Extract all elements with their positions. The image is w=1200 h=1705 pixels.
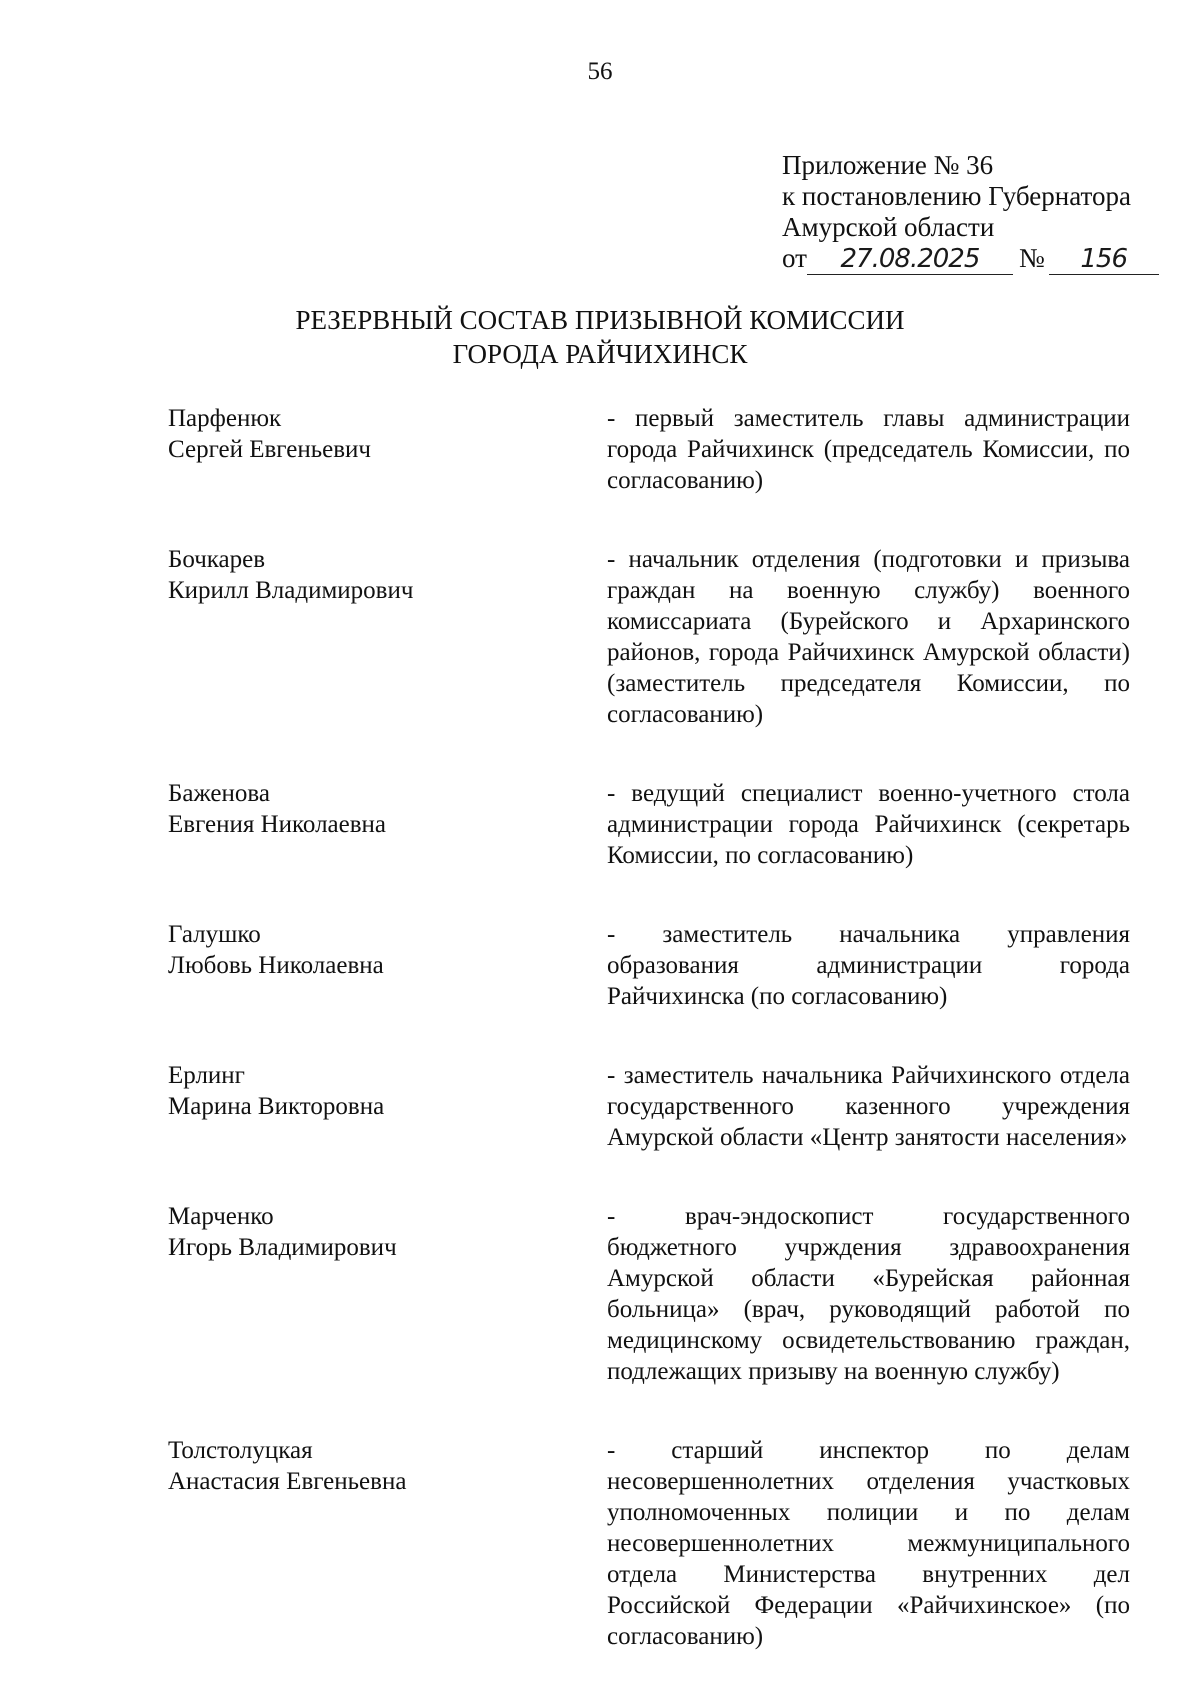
member-row [168, 1060, 1130, 1153]
member-row [168, 778, 1130, 871]
member-given-name: Сергей Евгеньевич [168, 436, 371, 463]
member-name [168, 1435, 607, 1652]
handwritten-date: 27.08.2025 [807, 246, 1013, 275]
title-line-2: ГОРОДА РАЙЧИХИНСК [452, 339, 748, 369]
appendix-region: Амурской области [782, 212, 995, 242]
handwritten-number: 156 [1049, 246, 1159, 275]
appendix-date-number-line [782, 243, 1182, 275]
number-label: № [1018, 243, 1045, 273]
member-name [168, 919, 607, 1012]
document-title [0, 303, 1200, 371]
member-name [168, 1201, 607, 1387]
member-name [168, 403, 607, 496]
member-surname: Парфенюк [168, 405, 282, 432]
page-number: 56 [587, 58, 613, 85]
member-role: - начальник отделения (подготовки и призыва граждан на военную службу) военного комиссариата (Бурейского и Архаринского районов, города Райчихинск Амурской области) (заместитель председателя Комиссии, по согласованию) [607, 546, 1130, 728]
member-role: - врач-эндоскопист государственного бюджетного учрждения здравоохранения Амурской области «Бурейская районная больница» (врач, руководящий работой по медицинскому освидетельствованию граждан, подлежащих призыву на военную службу) [607, 1203, 1130, 1385]
appendix-block [782, 150, 1182, 275]
member-surname: Ерлинг [168, 1062, 245, 1089]
member-surname: Бочкарев [168, 546, 266, 573]
member-row [168, 919, 1130, 1012]
member-given-name: Игорь Владимирович [168, 1234, 397, 1261]
member-role: - заместитель начальника Райчихинского отдела государственного казенного учреждения Амурской области «Центр занятости населения» [607, 1062, 1130, 1151]
member-given-name: Марина Викторовна [168, 1093, 385, 1120]
member-role: - заместитель начальника управления образования администрации города Райчихинска (по согласованию) [607, 921, 1130, 1010]
members-list [168, 403, 1130, 1652]
member-given-name: Анастасия Евгеньевна [168, 1468, 407, 1495]
member-role: - ведущий специалист военно-учетного стола администрации города Райчихинск (секретарь Комиссии, по согласованию) [607, 780, 1130, 869]
member-name [168, 1060, 607, 1153]
member-name [168, 778, 607, 871]
member-role: - первый заместитель главы администрации города Райчихинск (председатель Комиссии, по согласованию) [607, 405, 1130, 494]
member-given-name: Любовь Николаевна [168, 952, 384, 979]
member-given-name: Кирилл Владимирович [168, 577, 414, 604]
title-line-1: РЕЗЕРВНЫЙ СОСТАВ ПРИЗЫВНОЙ КОМИССИИ [295, 305, 905, 335]
member-row [168, 403, 1130, 496]
member-row [168, 1435, 1130, 1652]
appendix-title: Приложение № 36 [782, 150, 994, 180]
appendix-reference: к постановлению Губернатора [782, 181, 1131, 211]
member-row [168, 544, 1130, 730]
member-surname: Марченко [168, 1203, 274, 1230]
member-surname: Баженова [168, 780, 270, 807]
member-surname: Толстолуцкая [168, 1437, 313, 1464]
member-row [168, 1201, 1130, 1387]
member-given-name: Евгения Николаевна [168, 811, 387, 838]
member-role: - старший инспектор по делам несовершеннолетних отделения участковых уполномоченных полиции и по делам несовершеннолетних межмуниципального отдела Министерства внутренних дел Российской Федерации «Райчихинское» (по согласованию) [607, 1437, 1130, 1650]
member-surname: Галушко [168, 921, 261, 948]
member-name [168, 544, 607, 730]
from-label: от [782, 243, 807, 273]
